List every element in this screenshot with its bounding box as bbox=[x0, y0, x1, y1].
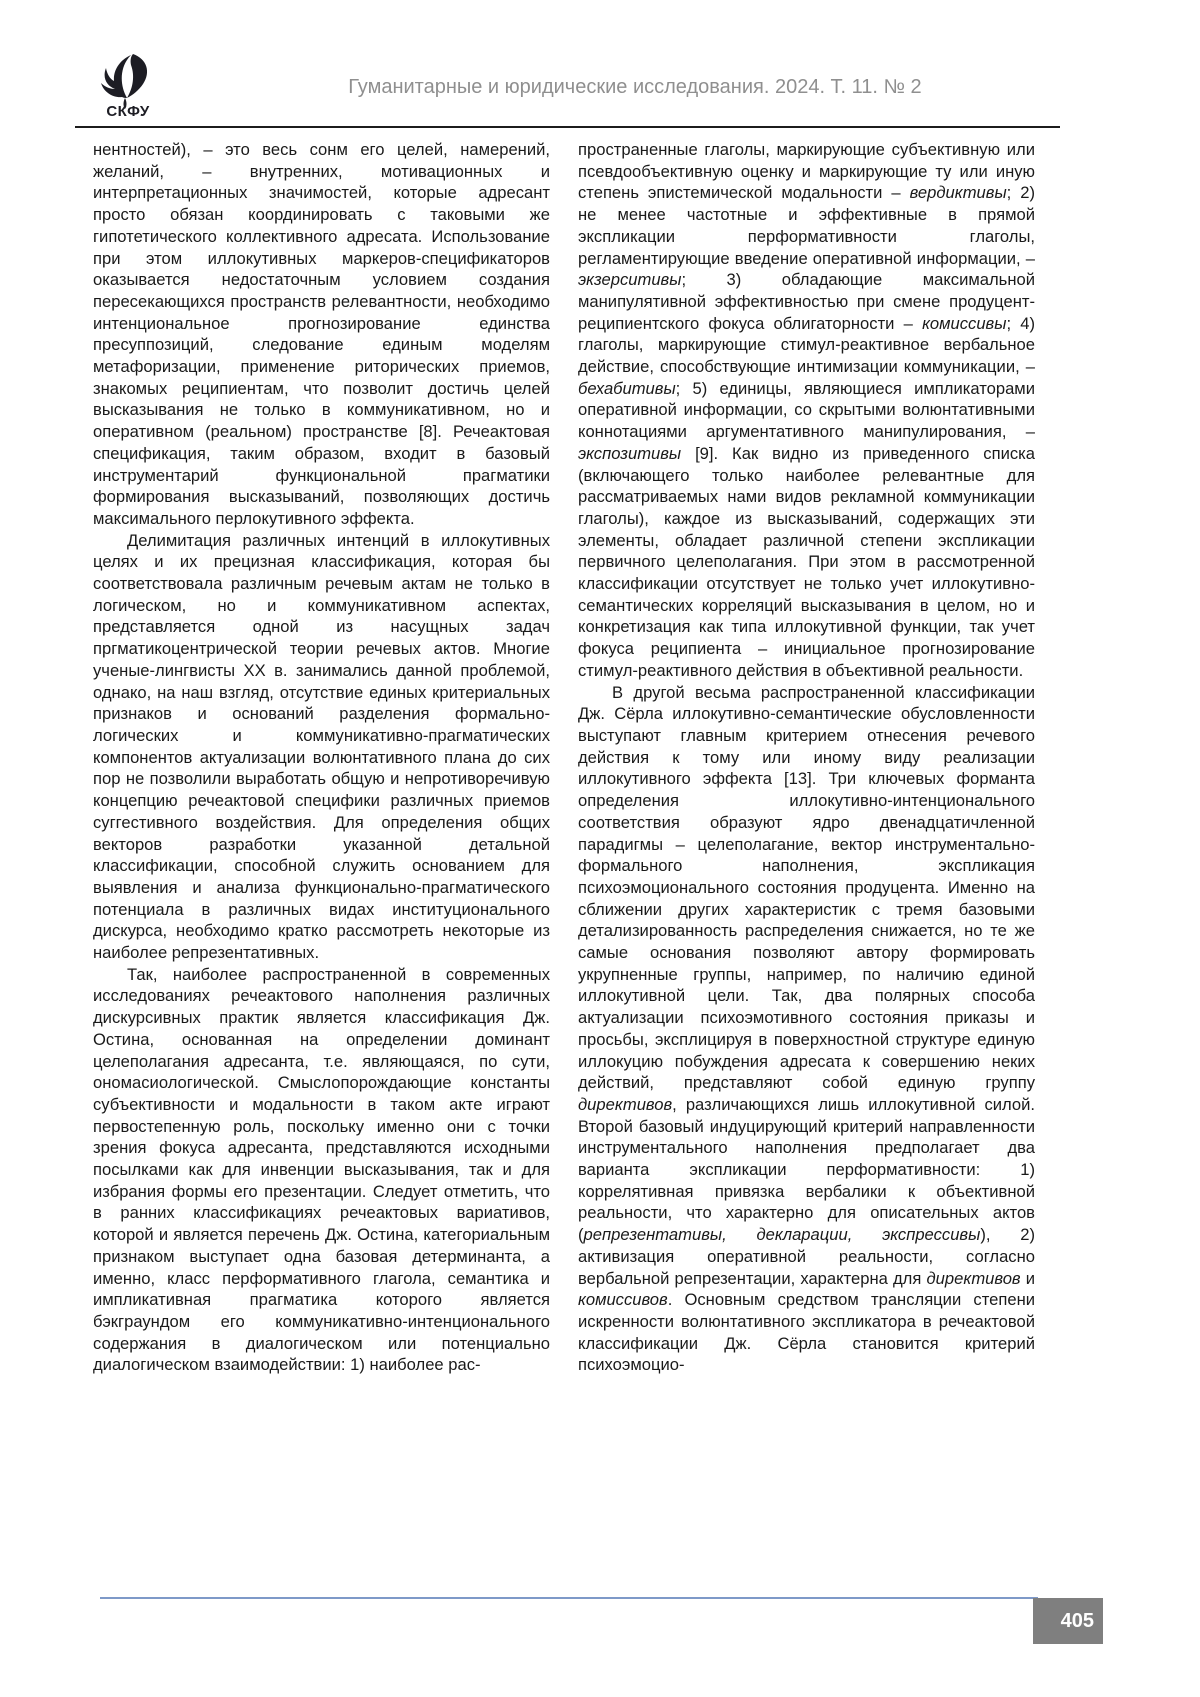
text-run: ), 2) активизация оперативной реальности, согласно вербальной репрезентации, характерна для bbox=[578, 1225, 1035, 1288]
italic-term: комиссивов bbox=[578, 1290, 668, 1310]
journal-title: Гуманитарные и юридические исследования. 2024. Т. 11. № 2 bbox=[348, 76, 922, 98]
italic-term: вердиктивы bbox=[909, 183, 1007, 203]
italic-term: директивов bbox=[926, 1268, 1021, 1288]
italic-term: комиссивы bbox=[922, 313, 1007, 333]
text-run: и bbox=[1020, 1268, 1035, 1288]
paragraph bbox=[93, 964, 550, 1376]
header-divider bbox=[75, 126, 1060, 128]
logo-label: СКФУ bbox=[106, 103, 150, 120]
text-run: [9]. Как видно из приведенного списка (включающего только наиболее релевантные для рассматриваемых нами видов рекламной коммуникации глаголы), каждое из высказываний, содержащих эти элементы, обладает различной степени экспликации первичного целеполагания. При этом в рассмотренной классификации отсутствует не только учет иллокутивно-семантических корреляций высказывания в целом, но и конкретизация как типа иллокутивной функции, так учет фокуса реципиента – инициальное прогнозирование стимул-реактивного действия в объективной реальности. bbox=[578, 443, 1035, 680]
text-run: нентностей), – это весь сонм его целей, намерений, желаний, – внутренних, мотивационных и интерпретационных значимостей, которые адресант просто обязан координировать с таковыми же гипотетического коллективного адресата. Использование при этом иллокутивных маркеров-спецификаторов оказывается недостаточным условием создания пересекающихся пространств релевантности, необходимо интенциональное прогнозирование единства пресуппозиций, следование единым моделям метафоризации, применение риторических приемов, знакомых реципиентам, что позволит достичь целей высказывания не только в коммуникативном, но и оперативном (реальном) пространстве [8]. Речеактовая спецификация, таким образом, входит в базовый инструментарий функциональной прагматики формирования высказываний, позволяющих достичь максимального перлокутивного эффекта. bbox=[93, 140, 550, 528]
text-column-right bbox=[578, 139, 1035, 1592]
eagle-logo-icon bbox=[97, 52, 159, 110]
text-run: Делимитация различных интенций в иллокутивных целях и их прецизная классификация, которая бы соответствовала различным речевым актам не только в логическом, но и коммуникативном аспектах, представляется одной из насущных задач пргматикоцентрической теории речевых актов. Многие ученые-лингвисты XX в. занимались данной проблемой, однако, на наш взгляд, отсутствие единых критериальных признаков и оснований разделения формально-логических и коммуникативно-прагматических компонентов актуализации волюнтативного плана до сих пор не позволили выработать общую и непротиворечивую концепцию речеактовой специфики различных приемов суггестивного воздействия. Для определения общих векторов разработки указанной детальной классификации, способной служить основанием для выявления и анализа функционально-прагматического потенциала в различных видах институционального дискурса, необходимо кратко рассмотреть некоторые из наиболее репрезентативных. bbox=[93, 530, 550, 963]
paragraph bbox=[93, 139, 550, 530]
text-run: . Основным средством трансляции степени искренности волюнтативного экспликатора в речеактовой классификации Дж. Сёрла становится критерий психоэмоцио- bbox=[578, 1290, 1035, 1375]
text-run: В другой весьма распространенной классификации Дж. Сёрла иллокутивно-семантические обусловленности выступают главным критерием отнесения речевого действия к тому или иному виду реализации иллокутивного эффекта [13]. Три ключевых форманта определения иллокутивно-интенционального соответствия образуют ядро двенадцатичленной парадигмы – целеполагание, вектор инструментально-формального наполнения, экспликация психоэмоционального состояния продуцента. Именно на сближении других характеристик с тремя базовыми детализированность распределения снижается, но те же самые основания позволяют автору формировать укрупненные группы, например, по наличию единой иллокутивной цели. Так, два полярных способа актуализации психоэмотивного состояния приказы и просьбы, эксплицируя в поверхностной структуре единую иллокуцию побуждения адресата к совершению неких действий, представляют собой единую группу bbox=[578, 682, 1035, 1093]
university-logo bbox=[86, 52, 170, 132]
text-run: ; 4) глаголы, маркирующие стимул-реактивное вербальное действие, способствующие интимизации коммуникации, – bbox=[578, 313, 1035, 377]
italic-term: экзерситивы bbox=[578, 270, 682, 290]
text-run: пространенные глаголы, маркирующие субъективную или псевдообъективную оценку и маркирующие ту или иную степень эпистемической модальности – bbox=[578, 140, 1035, 203]
paragraph bbox=[578, 139, 1035, 682]
text-run: Так, наиболее распространенной в современных исследованиях речеактового наполнения различных дискурсивных практик является классификация Дж. Остина, основанная на определении доминант целеполагания адресанта, т.е. являющаяся, по сути, ономасиологической. Смыслопорождающие константы субъективности и модальности в таком акте играют первостепенную роль, поскольку именно они с точки зрения фокуса адресанта, представляются исходными посылками как для инвенции высказывания, так и для избрания формы его презентации. Следует отметить, что в ранних классификациях речеактовых вариативов, которой и является перечень Дж. Остина, категориальным признаком выступает одна базовая детерминанта, а именно, класс перформативного глагола, семантика и импликативная прагматика которого является бэкграундом его коммуникативно-интенционального содержания в диалогическом или потенциально диалогическом взаимодействии: 1) наиболее рас- bbox=[93, 964, 550, 1375]
paragraph bbox=[93, 530, 550, 964]
article-body bbox=[93, 139, 1035, 1592]
text-run: ; 3) обладающие максимальной манипулятивной эффективностью при смене продуцент-реципиентского фокуса облигаторности – bbox=[578, 270, 1035, 333]
page-number: 405 bbox=[1060, 1609, 1094, 1632]
footer-divider bbox=[100, 1597, 1038, 1599]
italic-term: бехабитивы bbox=[578, 378, 676, 398]
text-run: ; 5) единицы, являющиеся импликаторами оперативной информации, со скрытыми волюнтативными коннотациями аргументативного манипулирования, – bbox=[578, 378, 1035, 442]
text-run: ; 2) не менее частотные и эффективные в прямой экспликации перформативности глаголы, регламентирующие введение оперативной информации, – bbox=[578, 183, 1035, 268]
page-number-badge bbox=[1033, 1598, 1103, 1644]
italic-term: репрезентативы, декларации, экспрессивы bbox=[583, 1225, 981, 1245]
italic-term: экспозитивы bbox=[578, 443, 682, 463]
text-run: , различающихся лишь иллокутивной силой. Второй базовый индуцирующий критерий направленности инструментального наполнения предполагает два варианта экспликации перформативности: 1) коррелятивная привязка вербалики к объективной реальности, что характерно для описательных актов ( bbox=[578, 1094, 1035, 1245]
paragraph bbox=[578, 682, 1035, 1377]
italic-term: директивов bbox=[578, 1094, 673, 1114]
text-column-left bbox=[93, 139, 550, 1592]
